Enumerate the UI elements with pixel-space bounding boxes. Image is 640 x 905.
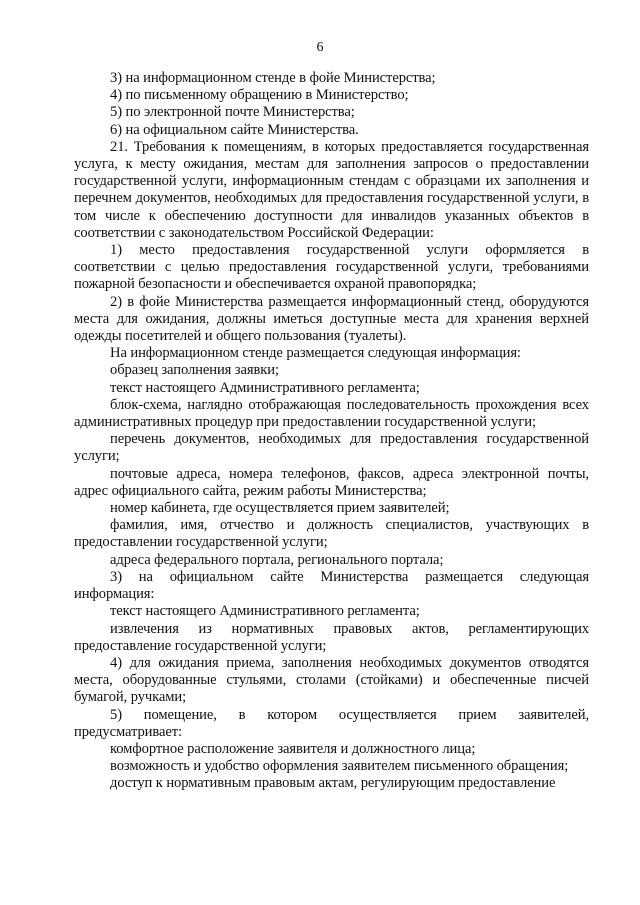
- paragraph: 3) на официальном сайте Министерства размещается следующая информация:: [74, 568, 589, 603]
- paragraph: 2) в фойе Министерства размещается информационный стенд, оборудуются места для ожидания, должны иметься доступные места для хранения верхней одежды посетителей и общего пользования (туалеты).: [74, 293, 589, 345]
- paragraph: 5) по электронной почте Министерства;: [110, 104, 355, 121]
- paragraph: адреса федерального портала, регионального портала;: [110, 551, 444, 568]
- paragraph: 1) место предоставления государственной услуги оформляется в соответствии с целью предоставления государственной услуги, требованиями пожарной безопасности и обеспечивается охраной правопорядка;: [74, 242, 589, 293]
- paragraph: текст настоящего Административного регламента;: [110, 379, 420, 396]
- paragraph: перечень документов, необходимых для предоставления государственной услуги;: [74, 431, 589, 465]
- paragraph: номер кабинета, где осуществляется прием заявителей;: [110, 500, 450, 517]
- paragraph: 3) на информационном стенде в фойе Министерства;: [110, 70, 436, 86]
- paragraph: 4) по письменному обращению в Министерство;: [110, 87, 409, 104]
- page-number: 6: [316, 40, 324, 55]
- paragraph: 6) на официальном сайте Министерства.: [110, 121, 359, 138]
- paragraph: 4) для ожидания приема, заполнения необходимых документов отводятся места, оборудованные стульями, столами (стойками) и обеспеченные писчей бумагой, ручками;: [74, 654, 589, 706]
- paragraph: извлечения из нормативных правовых актов, регламентирующих предоставление государственной услуги;: [74, 620, 589, 654]
- paragraph: 21. Требования к помещениям, в которых предоставляется государственная услуга, к месту ожидания, местам для заполнения запросов о предоставлении государственной услуги, информационным стендам с образцами их заполнения и перечнем документов, необходимых для предоставления государственной услуги, в том числе к обеспечению доступности для инвалидов указанных объектов в соответствии с законодательством Российской Федерации:: [74, 138, 589, 241]
- paragraph: На информационном стенде размещается следующая информация:: [110, 345, 521, 362]
- paragraph: почтовые адреса, номера телефонов, факсов, адреса электронной почты, адрес официального сайта, режим работы Министерства;: [74, 465, 589, 499]
- paragraph: доступ к нормативным правовым актам, регулирующим предоставление: [110, 775, 556, 792]
- paragraph: 5) помещение, в котором осуществляется прием заявителей, предусматривает:: [74, 706, 589, 740]
- paragraph: блок-схема, наглядно отображающая последовательность прохождения всех административных процедур при предоставлении государственной услуги;: [74, 396, 589, 431]
- paragraph: образец заполнения заявки;: [110, 362, 279, 379]
- paragraph: возможность и удобство оформления заявителем письменного обращения;: [110, 758, 569, 775]
- paragraph: текст настоящего Административного регламента;: [110, 603, 420, 620]
- document-body: [74, 70, 589, 793]
- paragraph: комфортное расположение заявителя и должностного лица;: [110, 740, 476, 757]
- paragraph: фамилия, имя, отчество и должность специалистов, участвующих в предоставлении государственной услуги;: [74, 517, 589, 551]
